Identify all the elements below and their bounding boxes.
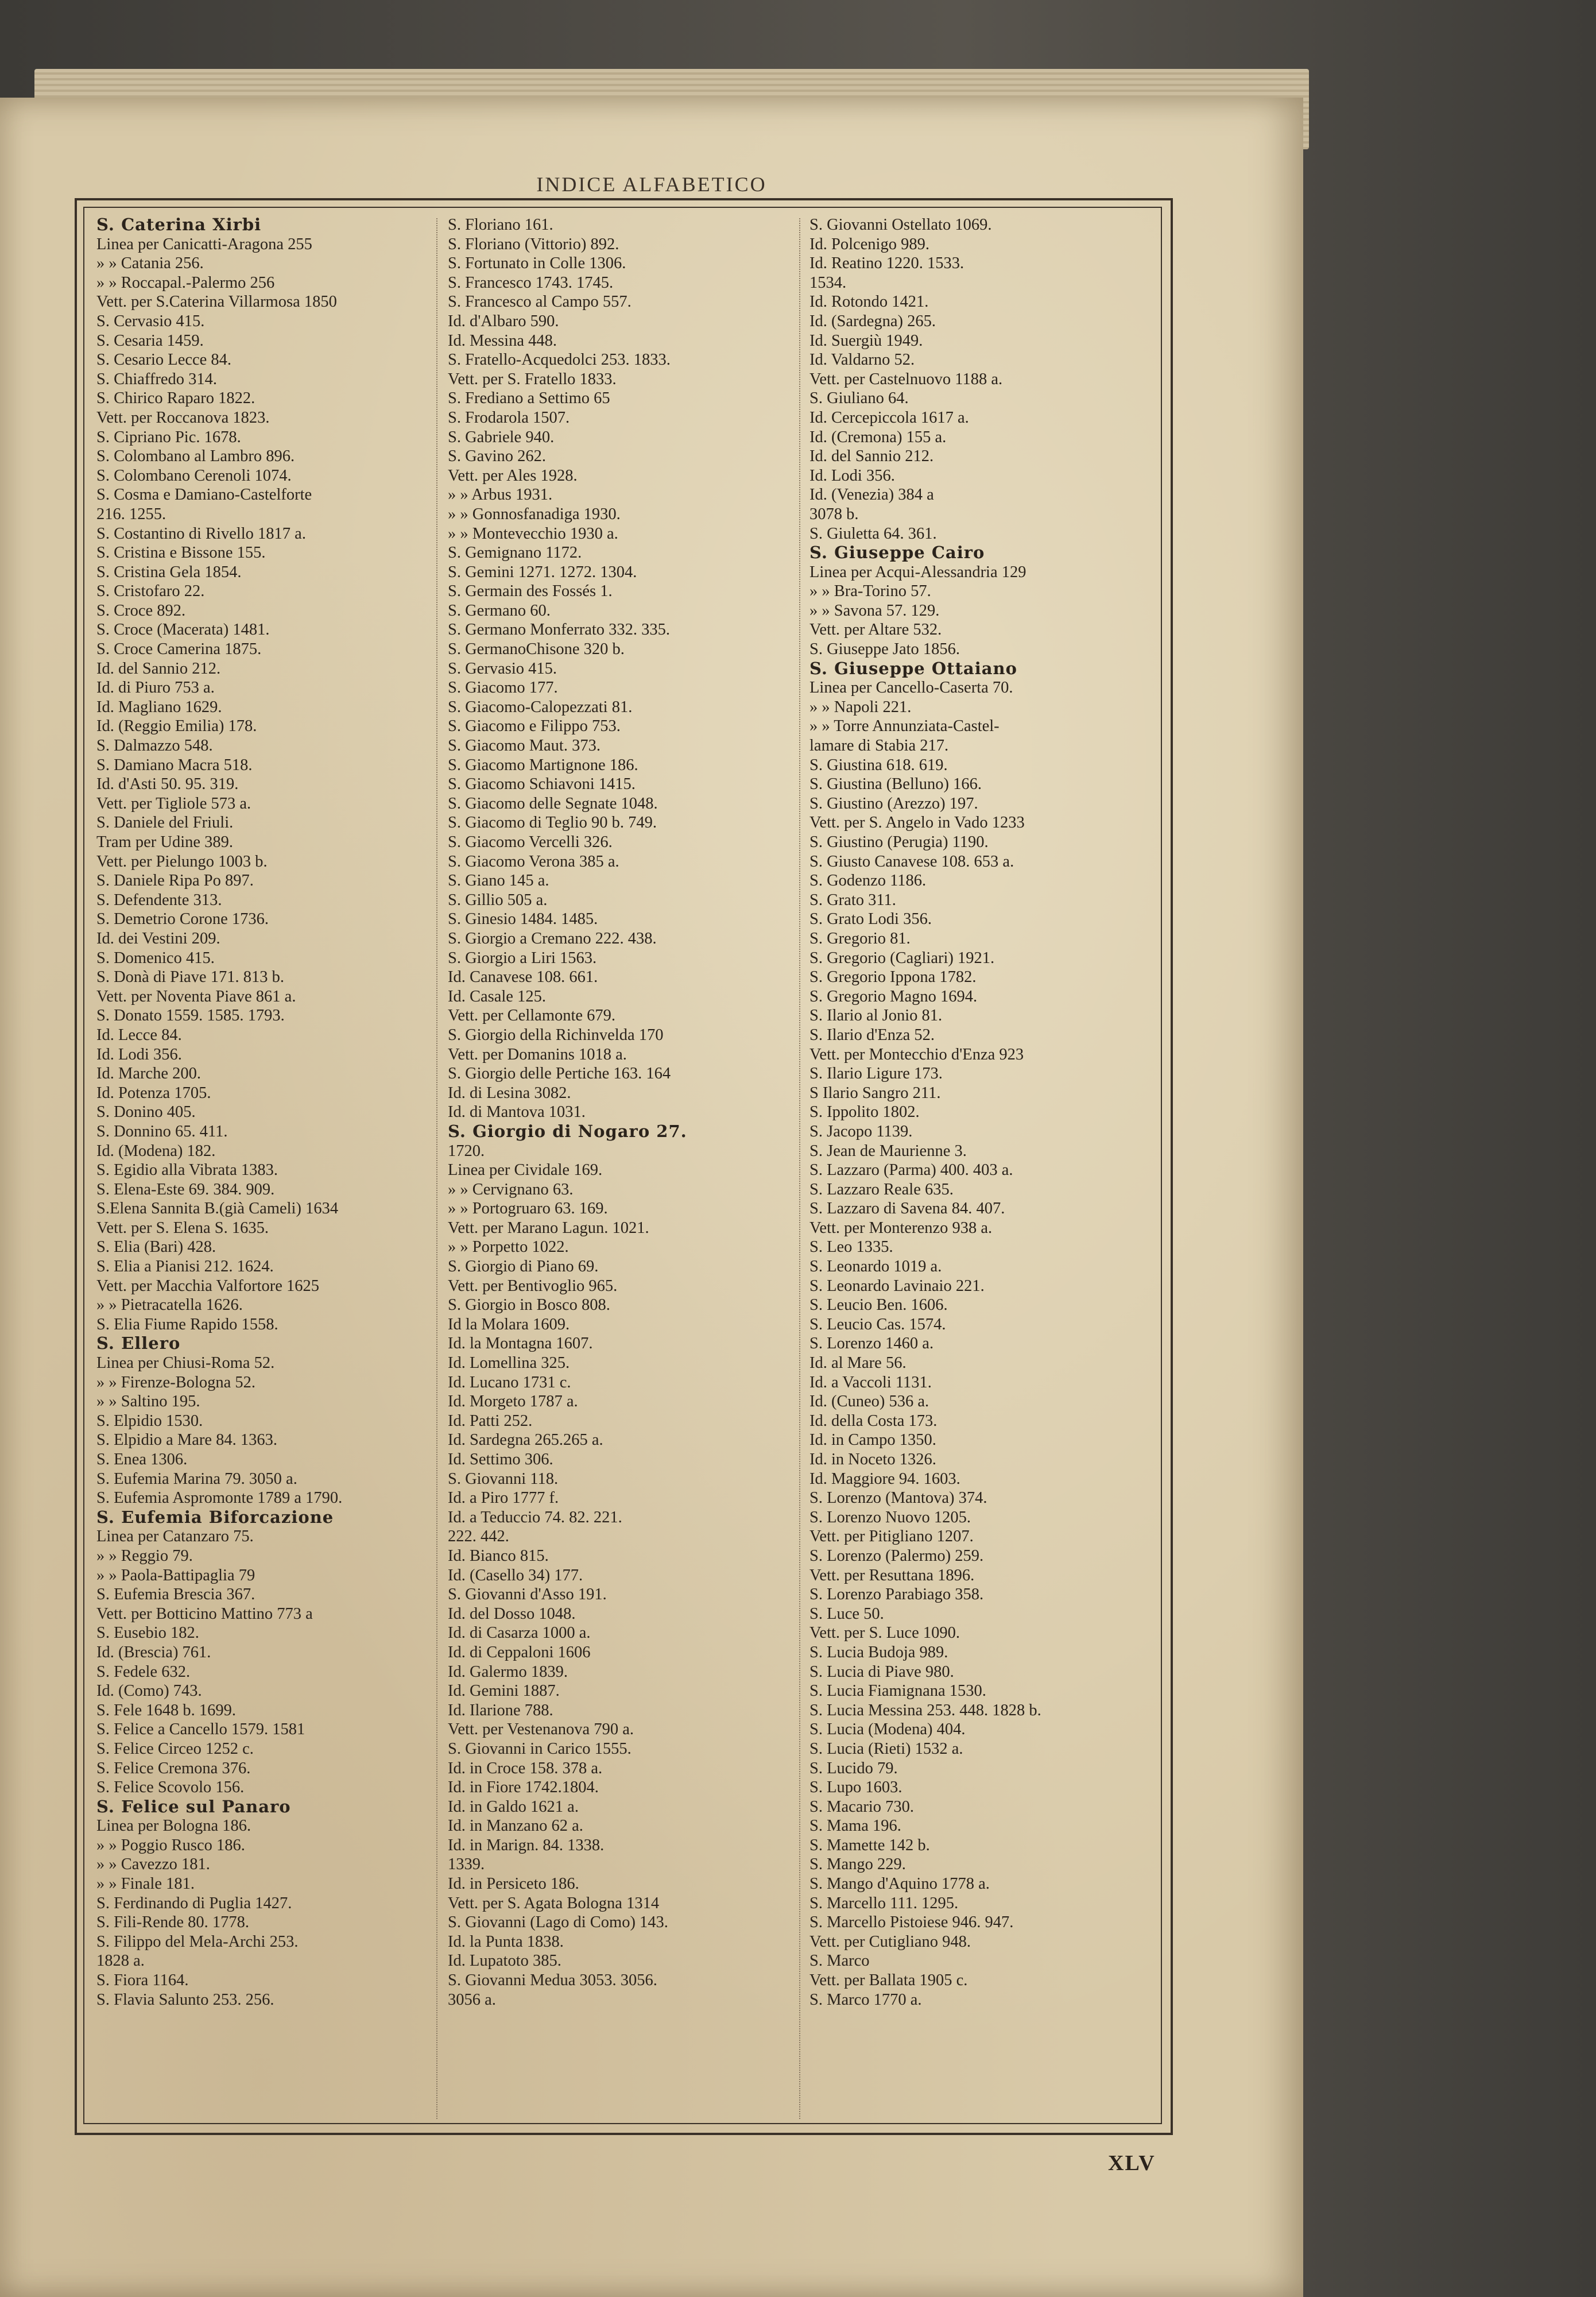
- index-entry: S. Egidio alla Vibrata 1383.: [96, 1161, 278, 1180]
- index-entry: » » Montevecchio 1930 a.: [448, 524, 618, 543]
- index-entry: S. Giacomo di Teglio 90 b. 749.: [448, 814, 657, 832]
- index-entry: S. Giorgio della Richinvelda 170: [448, 1026, 664, 1044]
- index-entry: Vett. per Roccanova 1823.: [96, 408, 270, 427]
- index-entry: Id. (Modena) 182.: [96, 1142, 216, 1160]
- index-entry: S. Lucia di Piave 980.: [809, 1662, 954, 1681]
- index-entry: S. Lucia Messina 253. 448. 1828 b.: [809, 1701, 1041, 1719]
- index-entry: S. Grato Lodi 356.: [809, 910, 932, 929]
- index-entry: » » Finale 181.: [96, 1875, 195, 1893]
- index-entry: Id. di Mantova 1031.: [448, 1103, 586, 1122]
- index-entry: 216. 1255.: [96, 505, 166, 523]
- index-entry: Id. Rotondo 1421.: [809, 293, 929, 311]
- index-entry: » » Catania 256.: [96, 254, 204, 273]
- index-entry: Id. d'Albaro 590.: [448, 312, 559, 330]
- index-entry: S. Eufemia Marina 79. 3050 a.: [96, 1470, 297, 1488]
- index-entry: S. Donà di Piave 171. 813 b.: [96, 968, 284, 987]
- index-entry: Id. (Cremona) 155 a.: [809, 428, 947, 446]
- index-entry: S. Lazzaro (Parma) 400. 403 a.: [809, 1161, 1013, 1180]
- index-entry: » » Saltino 195.: [96, 1393, 200, 1411]
- index-entry: S. Giacomo delle Segnate 1048.: [448, 794, 658, 813]
- page-number: XLV: [1108, 2151, 1156, 2175]
- index-entry: Id. del Dosso 1048.: [448, 1604, 576, 1623]
- index-entry: Vett. per Tigliole 573 a.: [96, 794, 251, 813]
- index-entry: S. Frodarola 1507.: [448, 408, 570, 427]
- index-entry: Id. Canavese 108. 661.: [448, 968, 598, 987]
- index-entry: Vett. per Bentivoglio 965.: [448, 1277, 618, 1295]
- index-entry: Id la Molara 1609.: [448, 1315, 570, 1333]
- index-entry: S. Gregorio Ippona 1782.: [809, 968, 977, 987]
- index-entry: Id. in Galdo 1621 a.: [448, 1797, 579, 1816]
- index-entry: Id. d'Asti 50. 95. 319.: [96, 775, 239, 794]
- index-entry: Vett. per Vestenanova 790 a.: [448, 1720, 634, 1739]
- index-entry: S. Floriano (Vittorio) 892.: [448, 235, 619, 253]
- index-entry: S. Flavia Salunto 253. 256.: [96, 1990, 274, 2009]
- index-entry: S. Germano 60.: [448, 601, 551, 620]
- index-entry: S. Demetrio Corone 1736.: [96, 910, 269, 929]
- index-entry: S. Fele 1648 b. 1699.: [96, 1701, 237, 1719]
- index-entry: S. Eusebio 182.: [96, 1624, 199, 1642]
- index-entry: Id. Lucano 1731 c.: [448, 1373, 571, 1391]
- index-entry: S. Elena-Este 69. 384. 909.: [96, 1180, 275, 1198]
- index-entry: Id. al Mare 56.: [809, 1354, 907, 1372]
- index-entry: Vett. per Botticino Mattino 773 a: [96, 1604, 313, 1623]
- index-entry: S. Leucio Ben. 1606.: [809, 1296, 948, 1314]
- index-entry: S. Giovanni Medua 3053. 3056.: [448, 1971, 657, 1990]
- index-entry: S. Marco: [809, 1952, 870, 1970]
- index-entry: S. Lorenzo Nuovo 1205.: [809, 1508, 971, 1526]
- running-head: INDICE ALFABETICO: [536, 173, 767, 196]
- index-entry: Id. in Persiceto 186.: [448, 1875, 579, 1893]
- index-entry: S. Mango d'Aquino 1778 a.: [809, 1875, 990, 1893]
- index-entry: S. Francesco al Campo 557.: [448, 293, 632, 311]
- index-entry: Id. Suergiù 1949.: [809, 331, 923, 350]
- index-entry: S. Dalmazzo 548.: [96, 737, 213, 755]
- index-entry: S. Ginesio 1484. 1485.: [448, 910, 598, 929]
- index-entry: S. Eufemia Aspromonte 1789 a 1790.: [96, 1489, 343, 1507]
- index-entry: S. Ferdinando di Puglia 1427.: [96, 1894, 292, 1912]
- index-entry: S. Grato 311.: [809, 891, 896, 909]
- index-entry: » » Pietracatella 1626.: [96, 1296, 243, 1314]
- index-entry: » » Napoli 221.: [809, 698, 912, 716]
- index-entry: S. Caterina Xirbi: [96, 215, 262, 234]
- index-entry: S Ilario Sangro 211.: [809, 1084, 941, 1102]
- index-entry: S. Giorgio in Bosco 808.: [448, 1296, 610, 1314]
- index-entry: S. Giuseppe Ottaiano: [809, 658, 1017, 678]
- index-entry: Vett. per Macchia Valfortore 1625: [96, 1277, 320, 1295]
- index-entry: » » Cervignano 63.: [448, 1180, 574, 1198]
- index-entry: Id. Cercepiccola 1617 a.: [809, 408, 969, 427]
- index-column-1: [96, 215, 429, 2009]
- index-entry: S. Gregorio (Cagliari) 1921.: [809, 949, 995, 967]
- index-entry: 3056 a.: [448, 1990, 496, 2009]
- index-entry: S. Giorgio a Cremano 222. 438.: [448, 929, 657, 948]
- index-entry: Id. di Lesina 3082.: [448, 1084, 571, 1102]
- index-entry: S. Lazzaro Reale 635.: [809, 1180, 954, 1198]
- index-entry: S. Mamette 142 b.: [809, 1836, 930, 1854]
- index-entry: Vett. per Domanins 1018 a.: [448, 1045, 627, 1064]
- index-entry: Id. Lecce 84.: [96, 1026, 182, 1044]
- index-entry: S. Daniele del Friuli.: [96, 814, 234, 832]
- index-entry: Vett. per S. Agata Bologna 1314: [448, 1894, 660, 1912]
- index-entry: Linea per Bologna 186.: [96, 1817, 251, 1835]
- index-entry: Id. Lodi 356.: [809, 466, 895, 485]
- index-entry: » » Gonnosfanadiga 1930.: [448, 505, 621, 523]
- index-entry: S. Lorenzo 1460 a.: [809, 1335, 934, 1353]
- index-entry: S. Fiora 1164.: [96, 1971, 189, 1990]
- index-entry: S. Lorenzo Parabiago 358.: [809, 1586, 984, 1604]
- index-entry: S. Giacomo Schiavoni 1415.: [448, 775, 636, 794]
- index-entry: 1828 a.: [96, 1952, 145, 1970]
- index-entry: Vett. per Pitigliano 1207.: [809, 1528, 974, 1546]
- index-entry: 1534.: [809, 273, 847, 292]
- index-entry: » » Arbus 1931.: [448, 486, 553, 504]
- index-entry: Id. Polcenigo 989.: [809, 235, 929, 253]
- index-entry: Id. in Fiore 1742.1804.: [448, 1778, 599, 1797]
- index-entry: S. Fili-Rende 80. 1778.: [96, 1913, 250, 1932]
- index-entry: S. Elia Fiume Rapido 1558.: [96, 1315, 278, 1333]
- index-entry: S. Lucia Budoja 989.: [809, 1643, 948, 1661]
- index-entry: S. Giusto Canavese 108. 653 a.: [809, 852, 1014, 871]
- index-column-2: [448, 215, 781, 2009]
- index-entry: S. Gregorio 81.: [809, 929, 911, 948]
- index-entry: 1339.: [448, 1855, 485, 1874]
- index-entry: Id. del Sannio 212.: [96, 659, 221, 678]
- index-entry: » » Poggio Rusco 186.: [96, 1836, 245, 1854]
- index-entry: S. Jacopo 1139.: [809, 1122, 913, 1140]
- index-entry: » » Firenze-Bologna 52.: [96, 1373, 256, 1391]
- index-entry: Vett. per Montecchio d'Enza 923: [809, 1045, 1024, 1064]
- index-entry: S. Germain des Fossés 1.: [448, 582, 613, 601]
- index-entry: S. Mango 229.: [809, 1855, 906, 1874]
- index-entry: Id. della Costa 173.: [809, 1412, 938, 1430]
- index-entry: S. Cesaria 1459.: [96, 331, 204, 350]
- index-entry: S. Ellero: [96, 1333, 181, 1354]
- index-entry: Id. in Noceto 1326.: [809, 1451, 936, 1468]
- index-entry: S. Lorenzo (Palermo) 259.: [809, 1546, 984, 1565]
- index-entry: S. Giuliano 64.: [809, 389, 909, 408]
- index-entry: S. Giano 145 a.: [448, 872, 549, 890]
- index-entry: S. Giacomo-Calopezzati 81.: [448, 698, 633, 716]
- index-entry: S. Elia a Pianisi 212. 1624.: [96, 1258, 274, 1276]
- index-entry: S. Ilario Ligure 173.: [809, 1065, 943, 1083]
- index-entry: S. Giuletta 64. 361.: [809, 524, 937, 543]
- index-entry: Id. Magliano 1629.: [96, 698, 222, 716]
- index-entry: S. Giovanni d'Asso 191.: [448, 1586, 607, 1604]
- index-entry: S. Fedele 632.: [96, 1662, 191, 1681]
- index-entry: S. Gavino 262.: [448, 447, 546, 466]
- column-divider: [799, 218, 800, 2119]
- index-entry: S. Cristofaro 22.: [96, 582, 205, 601]
- index-entry: S. Croce 892.: [96, 601, 186, 620]
- index-entry: Vett. per Cellamonte 679.: [448, 1007, 616, 1025]
- index-entry: S. Giustino (Arezzo) 197.: [809, 794, 978, 813]
- index-entry: S. Frediano a Settimo 65: [448, 389, 610, 408]
- index-entry: Id. a Piro 1777 f.: [448, 1489, 559, 1507]
- index-entry: Id. in Campo 1350.: [809, 1431, 936, 1449]
- index-entry: Id. Potenza 1705.: [96, 1084, 211, 1102]
- index-entry: Id. la Punta 1838.: [448, 1932, 564, 1951]
- index-entry: S. Francesco 1743. 1745.: [448, 273, 614, 292]
- index-entry: Linea per Canicatti-Aragona 255: [96, 235, 312, 253]
- index-entry: Vett. per S.Caterina Villarmosa 1850: [96, 293, 337, 311]
- index-entry: S. Croce Camerina 1875.: [96, 640, 262, 659]
- index-entry: Linea per Chiusi-Roma 52.: [96, 1354, 275, 1372]
- index-entry: S. Gillio 505 a.: [448, 891, 548, 909]
- index-entry: Id. in Manzano 62 a.: [448, 1817, 583, 1835]
- index-entry: lamare di Stabia 217.: [809, 737, 949, 755]
- index-entry: Vett. per S. Angelo in Vado 1233: [809, 814, 1025, 832]
- index-entry: S. Leo 1335.: [809, 1238, 893, 1256]
- index-entry: S. Lucia Fiamignana 1530.: [809, 1682, 986, 1700]
- index-entry: » » Cavezzo 181.: [96, 1855, 210, 1874]
- index-entry: S. Gervasio 415.: [448, 659, 557, 678]
- index-entry: S. Cristina e Bissone 155.: [96, 544, 266, 562]
- index-entry: Linea per Cancello-Caserta 70.: [809, 679, 1013, 697]
- index-entry: S. Giuseppe Jato 1856.: [809, 640, 960, 659]
- index-entry: S. Giorgio di Piano 69.: [448, 1258, 599, 1276]
- index-entry: Id. Messina 448.: [448, 331, 557, 350]
- index-entry: Id. Settimo 306.: [448, 1451, 553, 1468]
- index-entry: S. Marcello Pistoiese 946. 947.: [809, 1913, 1014, 1932]
- book-page: [0, 98, 1303, 2297]
- index-entry: Id. a Vaccoli 1131.: [809, 1373, 932, 1391]
- index-entry: S. Floriano 161.: [448, 216, 553, 234]
- index-entry: Vett. per Monterenzo 938 a.: [809, 1219, 993, 1237]
- index-entry: Vett. per Ballata 1905 c.: [809, 1971, 968, 1990]
- index-entry: S. Mama 196.: [809, 1817, 901, 1835]
- index-entry: S. Felice Scovolo 156.: [96, 1778, 245, 1797]
- index-entry: Id. Lomellina 325.: [448, 1354, 570, 1372]
- index-entry: Id. Lupatoto 385.: [448, 1952, 561, 1970]
- index-entry: S. Colombano al Lambro 896.: [96, 447, 295, 466]
- index-entry: Id. (Como) 743.: [96, 1682, 202, 1700]
- index-entry: S. Ilario d'Enza 52.: [809, 1026, 935, 1044]
- index-entry: S. Gemignano 1172.: [448, 544, 582, 562]
- index-entry: S. Giacomo Maut. 373.: [448, 737, 601, 755]
- index-entry: Id. in Croce 158. 378 a.: [448, 1759, 603, 1777]
- index-entry: Id. a Teduccio 74. 82. 221.: [448, 1508, 622, 1526]
- index-entry: S. Cipriano Pic. 1678.: [96, 428, 241, 446]
- index-entry: » » Paola-Battipaglia 79: [96, 1566, 255, 1584]
- index-entry: S. Donnino 65. 411.: [96, 1122, 228, 1140]
- index-entry: S. Giorgio a Liri 1563.: [448, 949, 597, 967]
- index-entry: S. Costantino di Rivello 1817 a.: [96, 524, 306, 543]
- index-entry: Id. in Marign. 84. 1338.: [448, 1836, 605, 1854]
- index-entry: S. Elpidio a Mare 84. 1363.: [96, 1431, 278, 1449]
- index-entry: » » Bra-Torino 57.: [809, 582, 931, 601]
- index-entry: Id. Morgeto 1787 a.: [448, 1393, 578, 1411]
- index-entry: » » Torre Annunziata-Castel-: [809, 717, 1000, 736]
- index-entry: Vett. per Cutigliano 948.: [809, 1932, 971, 1951]
- index-entry: Id. (Cuneo) 536 a.: [809, 1393, 929, 1411]
- index-entry: Id. di Ceppaloni 1606: [448, 1643, 591, 1661]
- index-entry: Id. di Piuro 753 a.: [96, 679, 215, 697]
- index-entry: Vett. per Ales 1928.: [448, 466, 578, 485]
- index-entry: » » Reggio 79.: [96, 1546, 193, 1565]
- index-entry: S. Donato 1559. 1585. 1793.: [96, 1007, 285, 1025]
- index-entry: S.Elena Sannita B.(già Cameli) 1634: [96, 1200, 339, 1218]
- index-entry: S. Ilario al Jonio 81.: [809, 1007, 943, 1025]
- index-entry: S. Enea 1306.: [96, 1451, 188, 1468]
- index-entry: S. Colombano Cerenoli 1074.: [96, 466, 292, 485]
- index-entry: Vett. per S. Fratello 1833.: [448, 370, 617, 388]
- index-entry: Id. (Reggio Emilia) 178.: [96, 717, 257, 736]
- index-entry: Id. Maggiore 94. 1603.: [809, 1470, 960, 1488]
- index-entry: Id. Sardegna 265.265 a.: [448, 1431, 603, 1449]
- index-entry: S. Lucido 79.: [809, 1759, 898, 1777]
- index-entry: Linea per Acqui-Alessandria 129: [809, 563, 1026, 581]
- index-entry: S. Daniele Ripa Po 897.: [96, 872, 254, 890]
- index-entry: 1720.: [448, 1142, 485, 1160]
- index-entry: Vett. per Noventa Piave 861 a.: [96, 987, 296, 1006]
- index-entry: Id. Ilarione 788.: [448, 1701, 553, 1719]
- index-entry: S. Giacomo Verona 385 a.: [448, 852, 619, 871]
- index-entry: Vett. per S. Elena S. 1635.: [96, 1219, 269, 1237]
- index-entry: S. Damiano Macra 518.: [96, 756, 253, 774]
- index-entry: S. Cervasio 415.: [96, 312, 205, 330]
- index-entry: S. Cesario Lecce 84.: [96, 351, 232, 369]
- index-entry: Id. Lodi 356.: [96, 1045, 182, 1064]
- index-entry: Id. dei Vestini 209.: [96, 929, 220, 948]
- index-entry: » » Savona 57. 129.: [809, 601, 940, 620]
- index-entry: S. Giovanni 118.: [448, 1470, 559, 1488]
- index-entry: S. Gemini 1271. 1272. 1304.: [448, 563, 637, 581]
- index-entry: S. Giacomo 177.: [448, 679, 558, 697]
- index-entry: S. Lucia (Rieti) 1532 a.: [809, 1739, 963, 1758]
- index-entry: S. Giustino (Perugia) 1190.: [809, 833, 989, 851]
- index-entry: Id. (Sardegna) 265.: [809, 312, 936, 330]
- index-entry: Id. Valdarno 52.: [809, 351, 915, 369]
- index-entry: Vett. per S. Luce 1090.: [809, 1624, 960, 1642]
- index-entry: S. Chirico Raparo 1822.: [96, 389, 255, 408]
- index-entry: S. Defendente 313.: [96, 891, 222, 909]
- index-entry: Linea per Catanzaro 75.: [96, 1528, 254, 1546]
- index-entry: » » Roccapal.-Palermo 256: [96, 273, 275, 292]
- index-entry: Id. Casale 125.: [448, 987, 546, 1006]
- index-entry: S. Giovanni (Lago di Como) 143.: [448, 1913, 668, 1932]
- index-entry: S. Jean de Maurienne 3.: [809, 1142, 967, 1160]
- index-entry: S. Felice a Cancello 1579. 1581: [96, 1720, 305, 1739]
- index-entry: S. Eufemia Brescia 367.: [96, 1586, 255, 1604]
- index-entry: Id. del Sannio 212.: [809, 447, 934, 466]
- index-entry: Vett. per Castelnuovo 1188 a.: [809, 370, 1003, 388]
- index-entry: Id. (Venezia) 384 a: [809, 486, 934, 504]
- index-entry: Vett. per Resuttana 1896.: [809, 1566, 975, 1584]
- index-entry: S. Giacomo e Filippo 753.: [448, 717, 621, 736]
- index-entry: S. Donino 405.: [96, 1103, 196, 1122]
- index-entry: S. Giacomo Martignone 186.: [448, 756, 638, 774]
- index-entry: Vett. per Pielungo 1003 b.: [96, 852, 268, 871]
- index-entry: Id. la Montagna 1607.: [448, 1335, 593, 1353]
- index-entry: S. Giovanni in Carico 1555.: [448, 1739, 632, 1758]
- index-entry: Id. Reatino 1220. 1533.: [809, 254, 964, 273]
- index-entry: S. Chiaffredo 314.: [96, 370, 218, 388]
- index-entry: 3078 b.: [809, 505, 859, 523]
- index-entry: S. Giustina 618. 619.: [809, 756, 948, 774]
- index-entry: S. Marco 1770 a.: [809, 1990, 922, 2009]
- index-entry: S. Croce (Macerata) 1481.: [96, 621, 270, 639]
- index-column-3: [809, 215, 1142, 2009]
- index-entry: Id. Bianco 815.: [448, 1546, 549, 1565]
- index-entry: S. Fratello-Acquedolci 253. 1833.: [448, 351, 671, 369]
- index-entry: Id. Marche 200.: [96, 1065, 202, 1083]
- index-entry: S. Cristina Gela 1854.: [96, 563, 242, 581]
- index-entry: S. Giacomo Vercelli 326.: [448, 833, 613, 851]
- index-entry: Vett. per Altare 532.: [809, 621, 942, 639]
- index-entry: Id. Gemini 1887.: [448, 1682, 560, 1700]
- index-entry: S. Leonardo 1019 a.: [809, 1258, 942, 1276]
- column-divider: [436, 218, 437, 2119]
- index-entry: S. Elpidio 1530.: [96, 1412, 203, 1430]
- index-entry: S. Fortunato in Colle 1306.: [448, 254, 626, 273]
- index-entry: S. Cosma e Damiano-Castelforte: [96, 486, 312, 504]
- index-entry: S. Ippolito 1802.: [809, 1103, 920, 1122]
- index-entry: S. Giorgio di Nogaro 27.: [448, 1121, 687, 1141]
- index-entry: S. Germano Monferrato 332. 335.: [448, 621, 671, 639]
- index-entry: Id. Galermo 1839.: [448, 1662, 568, 1681]
- index-entry: » » Porpetto 1022.: [448, 1238, 569, 1256]
- index-entry: S. Eufemia Biforcazione: [96, 1507, 334, 1527]
- index-entry: S. Giustina (Belluno) 166.: [809, 775, 982, 794]
- index-entry: S. GermanoChisone 320 b.: [448, 640, 625, 659]
- index-entry: Tram per Udine 389.: [96, 833, 234, 851]
- index-entry: S. Lucia (Modena) 404.: [809, 1720, 966, 1739]
- index-entry: S. Felice Circeo 1252 c.: [96, 1739, 254, 1758]
- index-entry: S. Giuseppe Cairo: [809, 543, 985, 563]
- index-entry: S. Gregorio Magno 1694.: [809, 987, 978, 1006]
- index-entry: S. Giorgio delle Pertiche 163. 164: [448, 1065, 671, 1083]
- index-entry: S. Felice sul Panaro: [96, 1796, 291, 1816]
- index-entry: Id. (Casello 34) 177.: [448, 1566, 583, 1584]
- index-entry: S. Macario 730.: [809, 1797, 915, 1816]
- index-entry: S. Gabriele 940.: [448, 428, 555, 446]
- index-entry: S. Leucio Cas. 1574.: [809, 1315, 946, 1333]
- index-entry: S. Felice Cremona 376.: [96, 1759, 251, 1777]
- index-entry: S. Leonardo Lavinaio 221.: [809, 1277, 985, 1295]
- index-entry: S. Elia (Bari) 428.: [96, 1238, 216, 1256]
- index-entry: Id. di Casarza 1000 a.: [448, 1624, 591, 1642]
- index-entry: S. Lazzaro di Savena 84. 407.: [809, 1200, 1005, 1218]
- index-entry: S. Domenico 415.: [96, 949, 215, 967]
- index-entry: Id. Patti 252.: [448, 1412, 533, 1430]
- index-entry: S. Godenzo 1186.: [809, 872, 927, 890]
- index-entry: S. Giovanni Ostellato 1069.: [809, 216, 992, 234]
- index-entry: » » Portogruaro 63. 169.: [448, 1200, 608, 1218]
- index-entry: Vett. per Marano Lagun. 1021.: [448, 1219, 649, 1237]
- index-entry: S. Lupo 1603.: [809, 1778, 902, 1797]
- index-entry: Linea per Cividale 169.: [448, 1161, 603, 1180]
- index-entry: 222. 442.: [448, 1528, 509, 1546]
- index-entry: S. Luce 50.: [809, 1604, 884, 1623]
- index-entry: S. Filippo del Mela-Archi 253.: [96, 1932, 299, 1951]
- index-entry: S. Marcello 111. 1295.: [809, 1894, 959, 1912]
- index-entry: Id. (Brescia) 761.: [96, 1643, 211, 1661]
- index-entry: S. Lorenzo (Mantova) 374.: [809, 1489, 987, 1507]
